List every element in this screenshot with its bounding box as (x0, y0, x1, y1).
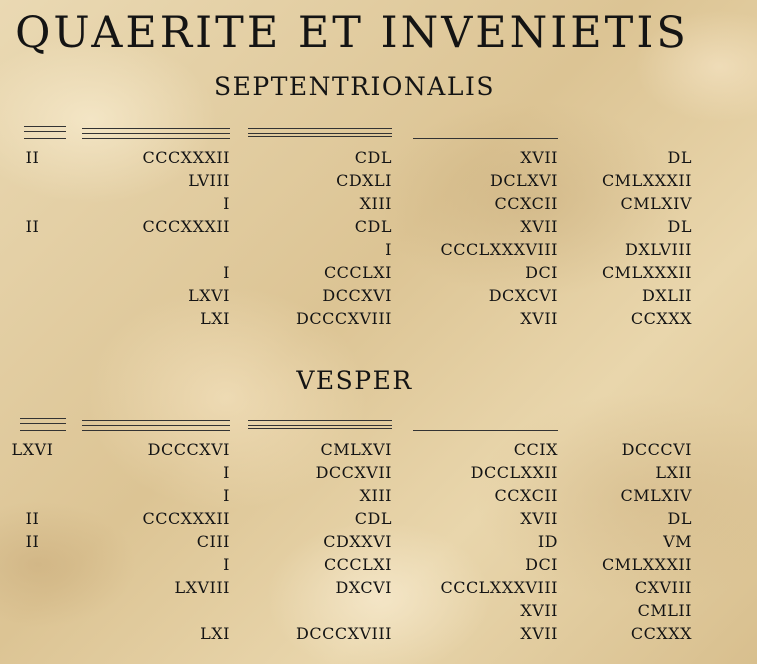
table-row (0, 284, 757, 307)
table-cell: LXI (200, 309, 230, 328)
table-cell: I (223, 263, 230, 282)
table-cell: CDXXVI (323, 532, 392, 551)
table-cell: XVII (520, 309, 558, 328)
table-cell: DCI (525, 555, 558, 574)
table-cell: II (25, 532, 40, 551)
column-header-rule-2 (82, 420, 230, 431)
table-cell: DXLII (642, 286, 692, 305)
table-cell: DL (667, 148, 692, 167)
table-cell: II (25, 509, 40, 528)
table-cell: CMLII (637, 601, 692, 620)
table-row (0, 553, 757, 576)
table-row (0, 238, 757, 261)
table-cell: DL (667, 509, 692, 528)
table-row (0, 261, 757, 284)
table-cell: CCXXX (630, 309, 692, 328)
table-cell: CMLXXXII (601, 555, 692, 574)
table-cell: DCCXVII (315, 463, 392, 482)
column-header-rule-4 (413, 420, 558, 431)
table-cell: CCIX (513, 440, 558, 459)
table-row (0, 622, 757, 645)
table-row (0, 146, 757, 169)
table-cell: CCXXX (630, 624, 692, 643)
table-cell: LXVI (188, 286, 230, 305)
column-header-rule-4 (413, 128, 558, 139)
section-title-vesper: VESPER (296, 366, 413, 395)
table-cell: DCCCXVI (147, 440, 230, 459)
table-cell: I (223, 194, 230, 213)
table-cell: XVII (520, 148, 558, 167)
table-cell: CCCLXXXVIII (440, 578, 558, 597)
table-cell: LVIII (188, 171, 230, 190)
column-header-rule-1 (20, 418, 66, 431)
table-cell: CCCXXXII (142, 217, 230, 236)
table-cell: VM (663, 532, 692, 551)
table-cell: ID (537, 532, 558, 551)
table-cell: CXVIII (634, 578, 692, 597)
column-header-rule-3 (248, 420, 392, 429)
column-header-rule-3 (248, 128, 392, 137)
table-cell: CDXLI (336, 171, 392, 190)
column-header-rule-2 (82, 128, 230, 139)
table-row (0, 507, 757, 530)
table-row (0, 599, 757, 622)
table-cell: DCCLXXII (470, 463, 558, 482)
table-cell: CMLXVI (320, 440, 392, 459)
table-cell: I (385, 240, 392, 259)
table-cell: CDL (354, 148, 392, 167)
table-cell: XIII (359, 486, 392, 505)
table-cell: CMLXIV (620, 194, 692, 213)
table-row (0, 438, 757, 461)
table-row (0, 307, 757, 330)
table-row (0, 530, 757, 553)
table-cell: CCCLXI (323, 263, 392, 282)
table-cell: DXCVI (335, 578, 392, 597)
table-cell: CMLXXXII (601, 263, 692, 282)
table-row (0, 192, 757, 215)
table-cell: XIII (359, 194, 392, 213)
table-cell: DCCCVI (621, 440, 692, 459)
vesper-table (0, 438, 757, 645)
table-cell: XVII (520, 601, 558, 620)
table-cell: CDL (354, 217, 392, 236)
section-title-septentrionalis: SEPTENTRIONALIS (214, 72, 495, 101)
table-cell: CIII (196, 532, 230, 551)
table-cell: LXVIII (174, 578, 230, 597)
table-row (0, 484, 757, 507)
table-cell: CCCLXXXVIII (440, 240, 558, 259)
table-cell: DCXCVI (488, 286, 558, 305)
table-cell: XVII (520, 217, 558, 236)
table-cell: CCCXXXII (142, 509, 230, 528)
table-cell: XVII (520, 509, 558, 528)
table-cell: DCCCXVIII (296, 309, 392, 328)
table-cell: CCCLXI (323, 555, 392, 574)
page-title: QUAERITE ET INVENIETIS (15, 8, 689, 58)
table-cell: CCXCII (494, 194, 558, 213)
table-cell: CDL (354, 509, 392, 528)
table-cell: II (25, 217, 40, 236)
table-cell: I (223, 555, 230, 574)
table-cell: LXI (200, 624, 230, 643)
table-cell: II (25, 148, 40, 167)
table-cell: DL (667, 217, 692, 236)
table-cell: DCCCXVIII (296, 624, 392, 643)
septentrionalis-table (0, 146, 757, 330)
table-cell: CCCXXXII (142, 148, 230, 167)
table-cell: LXVI (11, 440, 54, 459)
table-cell: LXII (655, 463, 692, 482)
table-row (0, 215, 757, 238)
table-cell: I (223, 463, 230, 482)
table-row (0, 461, 757, 484)
column-header-rule-1 (24, 126, 66, 139)
table-cell: CMLXIV (620, 486, 692, 505)
table-cell: CMLXXXII (601, 171, 692, 190)
table-row (0, 169, 757, 192)
table-cell: DCCXVI (322, 286, 392, 305)
table-row (0, 576, 757, 599)
table-cell: XVII (520, 624, 558, 643)
table-cell: CCXCII (494, 486, 558, 505)
table-cell: DCLXVI (490, 171, 558, 190)
table-cell: I (223, 486, 230, 505)
table-cell: DXLVIII (625, 240, 692, 259)
table-cell: DCI (525, 263, 558, 282)
